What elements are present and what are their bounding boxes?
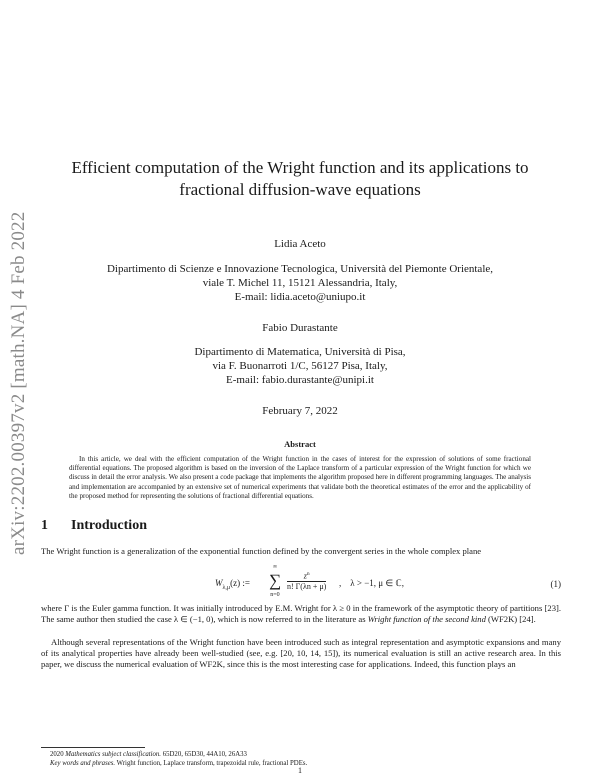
affiliation-line: Dipartimento di Scienze e Innovazione Tecnologica, Università del Piemonte Orientale, xyxy=(106,263,494,275)
sum-sign: ∑ xyxy=(268,571,282,590)
footnote-msc: 2020 Mathematics subject classification. 65D20, 65D30, 44A10, 26A33 xyxy=(50,751,247,758)
intro-paragraph-3: Although several representations of the Wright function have been introduced such as integral representation and asymptotic expansions and many of its analytical properties have already been well-studied (see, e.g. [20, 10, 14, 15]), its numerical evaluation is still an active research area. In this paper, we discuss the numerical evaluation of WF2K, since this is the most interesting case for applications. Indeed, this function plays an xyxy=(41,637,561,670)
abstract-heading: Abstract xyxy=(284,439,316,449)
footnote-rule xyxy=(41,747,145,748)
fraction-denominator: n! Γ(λn + μ) xyxy=(287,581,327,591)
author-name-2: Fabio Durastante xyxy=(262,322,338,334)
intro-paragraph-1: The Wright function is a generalization of the exponential function defined by the convergent series in the whole complex plane xyxy=(41,546,482,556)
author-affiliation-1 xyxy=(40,262,560,304)
footnote-keywords: Key words and phrases. Wright function, Laplace transform, trapezoidal rule, fractional PDEs. xyxy=(50,760,308,767)
equation-body xyxy=(215,564,455,600)
affiliation-line: Dipartimento di Matematica, Università di Pisa, xyxy=(194,346,406,358)
fraction-numerator: $z^n$ xyxy=(287,571,326,582)
sum-upper-limit: ∞ xyxy=(272,564,278,570)
equation-1 xyxy=(41,564,561,600)
author-affiliation-2 xyxy=(40,345,560,387)
equation-label: (1) xyxy=(550,579,561,589)
affiliation-line: via F. Buonarroti 1/C, 56127 Pisa, Italy, xyxy=(212,360,388,372)
author-email-1[interactable]: E-mail: lidia.aceto@uniupo.it xyxy=(234,291,366,303)
page-number: 1 xyxy=(298,766,302,775)
title-line-1: Efficient computation of the Wright function and its applications to xyxy=(71,158,529,177)
wf2k-term: Wright function of the second kind xyxy=(367,614,486,625)
abstract-text: In this article, we deal with the efficient computation of the Wright function in the cases of interest for the expression of solutions of some fractional differential equations. The proposed algorithm is based on the inversion of the Laplace transform of a particular expression of the Wright function for which we discuss in detail the error analysis. We also present a code package that implements the algorithm proposed here in different programming languages. The analysis and implementation are accompanied by an extensive set of numerical experiments that validate both the theoretical estimates of the error and the applicability of the proposed method for representing the solutions of fractional differential equations. xyxy=(69,455,531,500)
paper-title xyxy=(40,157,560,201)
section-heading xyxy=(41,518,147,534)
intro-paragraph-2: where Γ is the Euler gamma function. It was initially introduced by E.M. Wright for λ ≥ 0 in the framework of the asymptotic theory of partitions [23]. The same author then studied the case λ ∈ (−1, 0), which is now referred to in the literature as Wright function of the second kind (WF2K) [24]. xyxy=(41,603,561,625)
section-title: Introduction xyxy=(71,518,147,533)
arxiv-stamp[interactable]: arXiv:2202.00397v2 [math.NA] 4 Feb 2022 xyxy=(8,211,29,555)
section-number: 1 xyxy=(41,518,48,533)
affiliation-line: viale T. Michel 11, 15121 Alessandria, Italy, xyxy=(202,277,398,289)
equation-condition: , λ > −1, μ ∈ ℂ, xyxy=(339,578,404,588)
equation-lhs: $W_{\lambda,\mu}(z)$ := xyxy=(215,578,250,591)
equation-fraction xyxy=(287,571,326,591)
title-line-2: fractional diffusion-wave equations xyxy=(179,180,421,199)
author-name-1: Lidia Aceto xyxy=(274,238,326,250)
author-email-2[interactable]: E-mail: fabio.durastante@unipi.it xyxy=(226,374,374,386)
sum-lower-limit: n=0 xyxy=(270,592,280,598)
paper-date: February 7, 2022 xyxy=(262,405,338,417)
